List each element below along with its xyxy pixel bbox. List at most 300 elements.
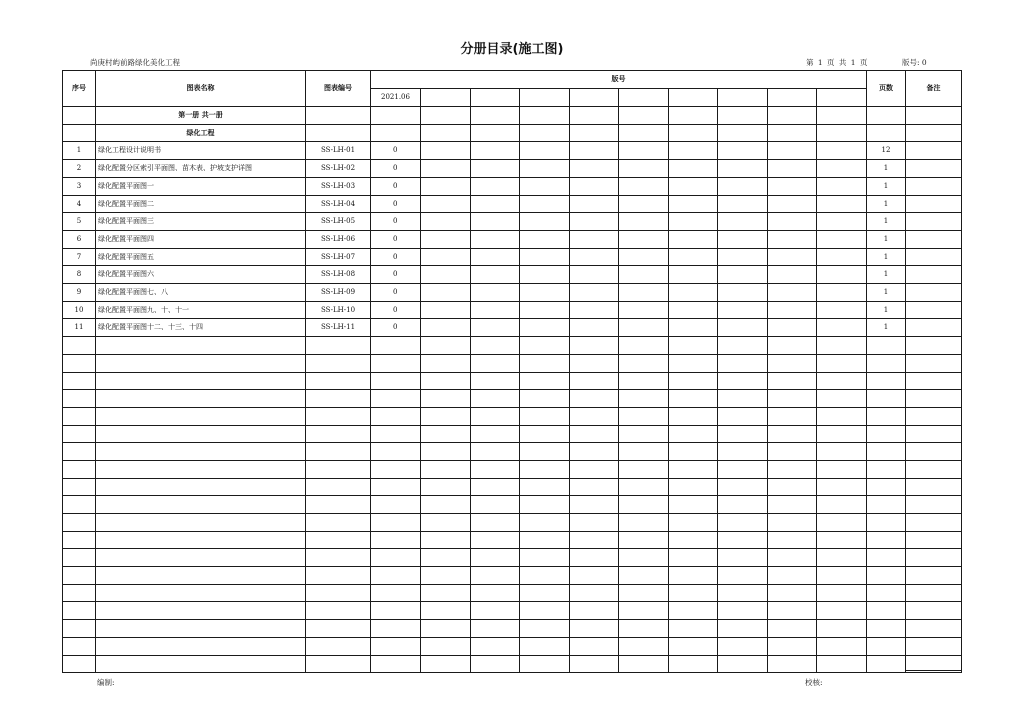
empty-cell xyxy=(520,390,570,408)
empty-cell xyxy=(306,584,371,602)
empty-cell xyxy=(471,124,520,142)
version-cell xyxy=(421,230,471,248)
empty-cell xyxy=(63,620,96,638)
empty-cell xyxy=(669,124,718,142)
version-cell xyxy=(768,248,817,266)
empty-cell xyxy=(619,390,669,408)
version-cell xyxy=(421,284,471,302)
empty-cell xyxy=(570,478,619,496)
empty-cell xyxy=(63,107,96,125)
empty-cell xyxy=(520,107,570,125)
version-cell xyxy=(520,284,570,302)
empty-cell xyxy=(306,407,371,425)
empty-cell xyxy=(63,354,96,372)
version-cell xyxy=(421,248,471,266)
empty-cell xyxy=(718,620,768,638)
row-name: 绿化配置平面图五 xyxy=(96,248,306,266)
empty-row xyxy=(63,337,962,355)
empty-cell xyxy=(570,655,619,673)
empty-cell xyxy=(96,372,306,390)
empty-row xyxy=(63,531,962,549)
empty-cell xyxy=(96,514,306,532)
version-cell xyxy=(570,142,619,160)
empty-row xyxy=(63,478,962,496)
version-cell xyxy=(520,319,570,337)
row-remarks xyxy=(906,195,962,213)
empty-cell xyxy=(471,549,520,567)
row-code: SS-LH-02 xyxy=(306,160,371,178)
version-cell xyxy=(619,248,669,266)
empty-cell xyxy=(768,584,817,602)
empty-cell xyxy=(669,655,718,673)
version-cell xyxy=(718,213,768,231)
empty-cell xyxy=(619,124,669,142)
table-row xyxy=(63,195,962,213)
empty-cell xyxy=(669,390,718,408)
empty-cell xyxy=(520,531,570,549)
empty-cell xyxy=(63,124,96,142)
frame-line xyxy=(906,670,961,671)
empty-cell xyxy=(768,531,817,549)
empty-cell xyxy=(421,425,471,443)
empty-cell xyxy=(669,407,718,425)
empty-cell xyxy=(768,124,817,142)
version-cell xyxy=(669,319,718,337)
empty-cell xyxy=(520,549,570,567)
version-cell xyxy=(718,142,768,160)
version-cell xyxy=(817,248,867,266)
empty-cell xyxy=(96,443,306,461)
empty-cell xyxy=(817,584,867,602)
empty-cell xyxy=(669,496,718,514)
page-info: 第 1 页 共 1 页 xyxy=(806,58,868,67)
empty-cell xyxy=(867,637,906,655)
row-pages: 1 xyxy=(867,230,906,248)
empty-cell xyxy=(421,107,471,125)
version-cell xyxy=(718,195,768,213)
empty-cell xyxy=(421,407,471,425)
compiled-by-label: 编制: xyxy=(97,678,115,687)
version-cell xyxy=(570,213,619,231)
empty-cell xyxy=(570,337,619,355)
empty-cell xyxy=(306,496,371,514)
version-cell xyxy=(817,177,867,195)
row-pages: 1 xyxy=(867,319,906,337)
version-cell xyxy=(669,160,718,178)
version-cell xyxy=(421,266,471,284)
table-row xyxy=(63,213,962,231)
version-cell xyxy=(471,89,520,107)
version-label: 版号: 0 xyxy=(902,58,927,67)
empty-cell xyxy=(906,478,962,496)
empty-cell xyxy=(520,602,570,620)
row-seq: 7 xyxy=(63,248,96,266)
empty-cell xyxy=(520,514,570,532)
empty-cell xyxy=(817,478,867,496)
empty-cell xyxy=(619,354,669,372)
empty-cell xyxy=(371,337,421,355)
version-cell xyxy=(520,142,570,160)
version-cell xyxy=(421,160,471,178)
empty-cell xyxy=(768,478,817,496)
version-cell xyxy=(669,301,718,319)
version-cell xyxy=(520,266,570,284)
empty-cell xyxy=(768,549,817,567)
version-cell xyxy=(421,301,471,319)
empty-cell xyxy=(768,460,817,478)
version-cell xyxy=(718,160,768,178)
section-row xyxy=(63,124,962,142)
volume-label: 第一册 共一册 xyxy=(96,107,306,125)
empty-cell xyxy=(718,478,768,496)
empty-cell xyxy=(570,496,619,514)
empty-cell xyxy=(371,549,421,567)
empty-cell xyxy=(96,549,306,567)
empty-cell xyxy=(768,354,817,372)
version-cell xyxy=(421,142,471,160)
empty-cell xyxy=(718,602,768,620)
version-cell xyxy=(520,230,570,248)
empty-cell xyxy=(306,390,371,408)
empty-cell xyxy=(421,584,471,602)
empty-cell xyxy=(471,354,520,372)
catalog-table xyxy=(62,70,962,673)
row-name: 绿化配置平面图一 xyxy=(96,177,306,195)
empty-cell xyxy=(867,407,906,425)
empty-cell xyxy=(306,602,371,620)
version-cell xyxy=(817,195,867,213)
empty-cell xyxy=(619,425,669,443)
empty-cell xyxy=(718,107,768,125)
empty-cell xyxy=(371,567,421,585)
empty-cell xyxy=(867,496,906,514)
empty-cell xyxy=(817,602,867,620)
empty-cell xyxy=(718,567,768,585)
empty-cell xyxy=(471,407,520,425)
empty-cell xyxy=(371,478,421,496)
empty-cell xyxy=(96,425,306,443)
empty-cell xyxy=(570,460,619,478)
empty-cell xyxy=(718,354,768,372)
empty-cell xyxy=(867,514,906,532)
row-name: 绿化配置平面图四 xyxy=(96,230,306,248)
empty-cell xyxy=(471,637,520,655)
empty-cell xyxy=(421,124,471,142)
empty-cell xyxy=(906,107,962,125)
version-cell xyxy=(471,266,520,284)
row-pages: 1 xyxy=(867,248,906,266)
empty-cell xyxy=(619,407,669,425)
empty-cell xyxy=(669,637,718,655)
empty-cell xyxy=(906,514,962,532)
version-cell xyxy=(817,160,867,178)
version-cell xyxy=(768,195,817,213)
version-cell xyxy=(520,195,570,213)
empty-cell xyxy=(768,337,817,355)
empty-cell xyxy=(421,390,471,408)
empty-cell xyxy=(906,531,962,549)
row-seq: 5 xyxy=(63,213,96,231)
version-cell xyxy=(570,248,619,266)
empty-cell xyxy=(371,390,421,408)
row-version: 0 xyxy=(371,160,421,178)
empty-cell xyxy=(906,496,962,514)
row-version: 0 xyxy=(371,319,421,337)
row-seq: 1 xyxy=(63,142,96,160)
empty-cell xyxy=(867,337,906,355)
empty-cell xyxy=(471,460,520,478)
version-cell xyxy=(570,319,619,337)
empty-cell xyxy=(63,531,96,549)
empty-cell xyxy=(306,372,371,390)
version-cell xyxy=(817,284,867,302)
empty-cell xyxy=(471,443,520,461)
empty-cell xyxy=(906,443,962,461)
empty-cell xyxy=(371,584,421,602)
empty-cell xyxy=(371,620,421,638)
empty-cell xyxy=(306,567,371,585)
empty-cell xyxy=(306,478,371,496)
version-cell xyxy=(619,266,669,284)
empty-cell xyxy=(906,425,962,443)
version-cell xyxy=(421,89,471,107)
empty-cell xyxy=(371,637,421,655)
version-cell xyxy=(520,248,570,266)
row-code: SS-LH-10 xyxy=(306,301,371,319)
table-row xyxy=(63,284,962,302)
empty-cell xyxy=(520,337,570,355)
empty-cell xyxy=(63,443,96,461)
row-seq: 8 xyxy=(63,266,96,284)
empty-cell xyxy=(817,514,867,532)
empty-cell xyxy=(421,496,471,514)
empty-cell xyxy=(906,567,962,585)
empty-cell xyxy=(906,637,962,655)
empty-cell xyxy=(768,425,817,443)
empty-cell xyxy=(768,514,817,532)
empty-cell xyxy=(421,514,471,532)
empty-cell xyxy=(520,354,570,372)
version-cell xyxy=(669,284,718,302)
row-seq: 9 xyxy=(63,284,96,302)
empty-cell xyxy=(421,602,471,620)
empty-cell xyxy=(520,478,570,496)
empty-cell xyxy=(421,354,471,372)
row-pages: 1 xyxy=(867,213,906,231)
empty-cell xyxy=(570,584,619,602)
version-cell xyxy=(718,301,768,319)
empty-cell xyxy=(306,124,371,142)
row-seq: 10 xyxy=(63,301,96,319)
empty-cell xyxy=(669,584,718,602)
empty-cell xyxy=(471,567,520,585)
empty-cell xyxy=(669,425,718,443)
empty-cell xyxy=(471,531,520,549)
empty-cell xyxy=(570,407,619,425)
row-seq: 2 xyxy=(63,160,96,178)
empty-cell xyxy=(520,425,570,443)
row-name: 绿化配置平面图七、八 xyxy=(96,284,306,302)
empty-cell xyxy=(906,584,962,602)
empty-cell xyxy=(306,354,371,372)
empty-row xyxy=(63,372,962,390)
version-cell xyxy=(768,230,817,248)
version-cell xyxy=(718,89,768,107)
empty-cell xyxy=(520,655,570,673)
version-cell xyxy=(570,160,619,178)
empty-cell xyxy=(421,655,471,673)
empty-row xyxy=(63,425,962,443)
empty-cell xyxy=(768,620,817,638)
empty-cell xyxy=(306,337,371,355)
table-row xyxy=(63,301,962,319)
empty-cell xyxy=(306,425,371,443)
header-version: 版号 xyxy=(371,71,867,89)
row-pages: 1 xyxy=(867,301,906,319)
version-cell xyxy=(619,195,669,213)
version-cell xyxy=(768,89,817,107)
row-code: SS-LH-06 xyxy=(306,230,371,248)
empty-cell xyxy=(718,514,768,532)
version-cell xyxy=(817,319,867,337)
empty-row xyxy=(63,390,962,408)
empty-cell xyxy=(867,620,906,638)
empty-cell xyxy=(570,372,619,390)
row-name: 绿化配置平面图三 xyxy=(96,213,306,231)
row-version: 0 xyxy=(371,142,421,160)
empty-cell xyxy=(371,496,421,514)
version-cell xyxy=(768,266,817,284)
empty-cell xyxy=(570,390,619,408)
empty-cell xyxy=(63,478,96,496)
empty-cell xyxy=(669,620,718,638)
empty-cell xyxy=(63,425,96,443)
version-cell xyxy=(718,177,768,195)
empty-cell xyxy=(306,655,371,673)
empty-cell xyxy=(906,549,962,567)
version-cell xyxy=(669,230,718,248)
empty-cell xyxy=(371,354,421,372)
empty-cell xyxy=(768,637,817,655)
empty-cell xyxy=(371,124,421,142)
empty-row xyxy=(63,584,962,602)
empty-cell xyxy=(570,620,619,638)
empty-cell xyxy=(63,549,96,567)
empty-cell xyxy=(867,354,906,372)
empty-cell xyxy=(371,460,421,478)
empty-cell xyxy=(619,549,669,567)
table-row xyxy=(63,319,962,337)
empty-cell xyxy=(570,602,619,620)
empty-cell xyxy=(768,407,817,425)
version-cell xyxy=(768,177,817,195)
empty-cell xyxy=(471,496,520,514)
row-pages: 1 xyxy=(867,266,906,284)
empty-cell xyxy=(96,407,306,425)
empty-cell xyxy=(471,372,520,390)
empty-cell xyxy=(570,354,619,372)
empty-cell xyxy=(421,637,471,655)
header-name: 图表名称 xyxy=(96,71,306,107)
volume-row xyxy=(63,107,962,125)
empty-cell xyxy=(371,655,421,673)
row-code: SS-LH-03 xyxy=(306,177,371,195)
row-pages: 1 xyxy=(867,160,906,178)
empty-cell xyxy=(867,478,906,496)
empty-cell xyxy=(817,620,867,638)
document-title: 分册目录(施工图) xyxy=(460,42,564,57)
empty-cell xyxy=(906,460,962,478)
version-cell xyxy=(421,319,471,337)
header-row xyxy=(63,71,962,89)
empty-cell xyxy=(371,372,421,390)
empty-cell xyxy=(867,390,906,408)
version-cell xyxy=(768,284,817,302)
row-version: 0 xyxy=(371,266,421,284)
empty-cell xyxy=(63,584,96,602)
empty-cell xyxy=(867,425,906,443)
empty-row xyxy=(63,496,962,514)
empty-cell xyxy=(867,443,906,461)
version-cell xyxy=(471,213,520,231)
empty-cell xyxy=(768,655,817,673)
empty-cell xyxy=(63,655,96,673)
empty-cell xyxy=(817,496,867,514)
empty-cell xyxy=(96,478,306,496)
row-pages: 1 xyxy=(867,177,906,195)
row-code: SS-LH-05 xyxy=(306,213,371,231)
empty-cell xyxy=(768,567,817,585)
empty-cell xyxy=(867,655,906,673)
empty-row xyxy=(63,549,962,567)
version-cell xyxy=(520,301,570,319)
empty-cell xyxy=(371,443,421,461)
empty-cell xyxy=(96,637,306,655)
row-remarks xyxy=(906,266,962,284)
empty-cell xyxy=(768,602,817,620)
row-seq: 4 xyxy=(63,195,96,213)
empty-cell xyxy=(96,584,306,602)
version-cell xyxy=(619,160,669,178)
row-seq: 3 xyxy=(63,177,96,195)
empty-cell xyxy=(718,460,768,478)
version-cell xyxy=(817,266,867,284)
empty-cell xyxy=(619,655,669,673)
empty-cell xyxy=(306,531,371,549)
table-row xyxy=(63,230,962,248)
version-cell xyxy=(471,195,520,213)
row-pages: 1 xyxy=(867,284,906,302)
empty-cell xyxy=(520,567,570,585)
row-seq: 11 xyxy=(63,319,96,337)
version-cell xyxy=(619,284,669,302)
empty-cell xyxy=(306,549,371,567)
empty-cell xyxy=(906,372,962,390)
row-name: 绿化配置平面图十二、十三、十四 xyxy=(96,319,306,337)
row-code: SS-LH-09 xyxy=(306,284,371,302)
empty-cell xyxy=(669,478,718,496)
row-version: 0 xyxy=(371,230,421,248)
empty-row xyxy=(63,443,962,461)
empty-cell xyxy=(867,460,906,478)
table-row xyxy=(63,248,962,266)
row-code: SS-LH-07 xyxy=(306,248,371,266)
empty-cell xyxy=(906,390,962,408)
empty-cell xyxy=(817,443,867,461)
empty-cell xyxy=(768,443,817,461)
empty-cell xyxy=(421,567,471,585)
row-version: 0 xyxy=(371,177,421,195)
